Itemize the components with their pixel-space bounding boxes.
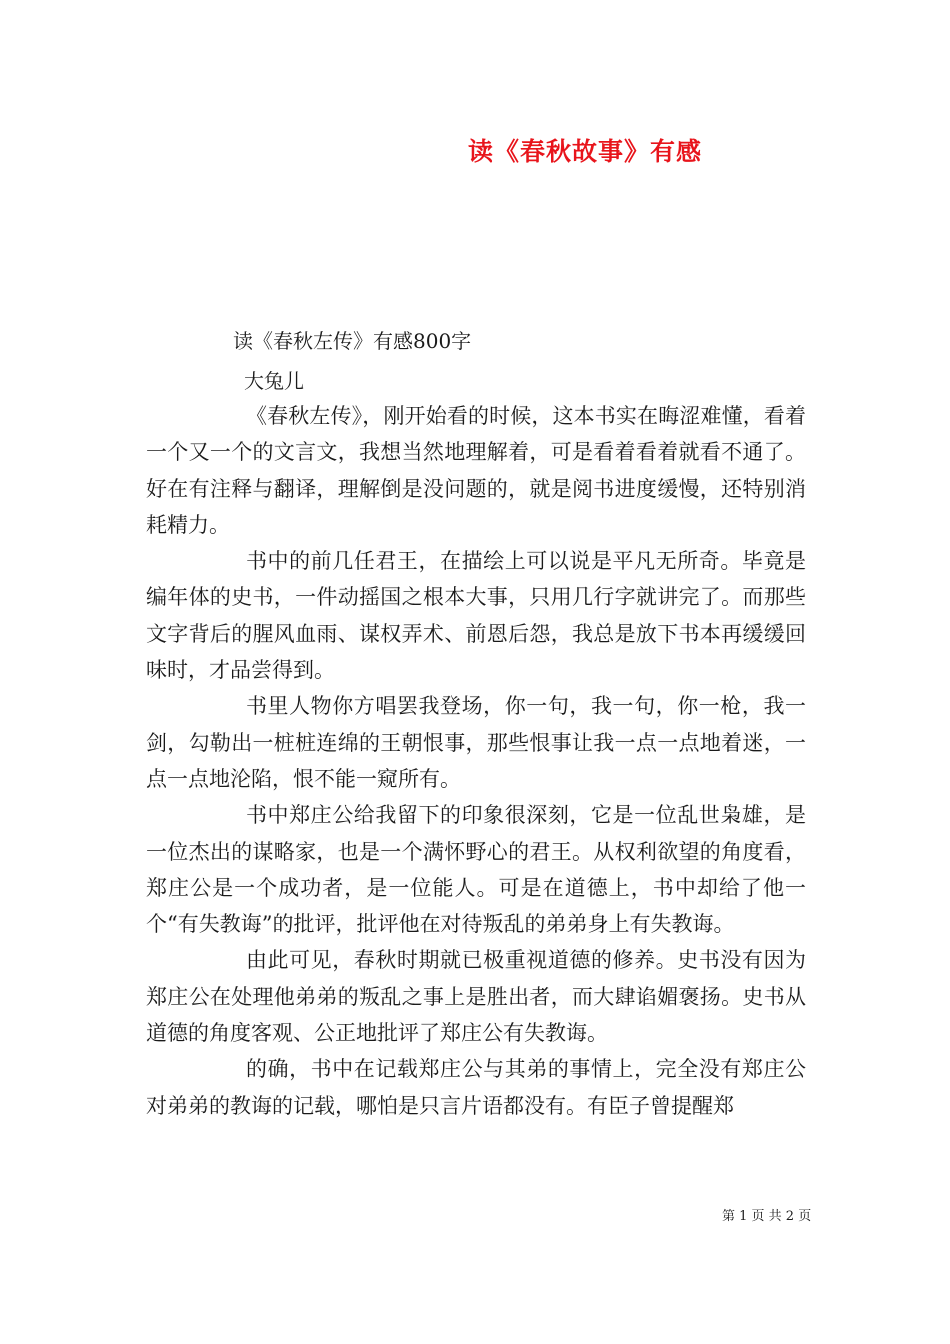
paragraph-5: 由此可见，春秋时期就已极重视道德的修养。史书没有因为郑庄公在处理他弟弟的叛乱之事上是胜出者，而大肆谄媚褒扬。史书从道德的角度客观、公正地批评了郑庄公有失教诲。 [146, 948, 806, 1046]
page-number-footer: 第 1 页 共 2 页 [722, 1209, 812, 1224]
paragraph-3: 书里人物你方唱罢我登场，你一句，我一句，你一枪，我一剑，勾勒出一桩桩连绵的王朝恨事，那些恨事让我一点一点地着迷，一点一点地沦陷，恨不能一窥所有。 [146, 694, 806, 791]
article-body [146, 398, 806, 1124]
article-author: 大兔儿 [244, 369, 304, 393]
paragraph-4: 书中郑庄公给我留下的印象很深刻，它是一位乱世枭雄，是一位杰出的谋略家，也是一个满怀野心的君王。从权利欲望的角度看，郑庄公是一个成功者，是一位能人。可是在道德上，书中却给了他一个“有失教诲”的批评，批评他在对待叛乱的弟弟身上有失教诲。 [146, 803, 806, 937]
document-title: 读《春秋故事》有感 [467, 137, 702, 166]
article-subtitle: 读《春秋左传》有感800字 [233, 329, 472, 353]
paragraph-2: 书中的前几任君王，在描绘上可以说是平凡无所奇。毕竟是编年体的史书，一件动摇国之根本大事，只用几行字就讲完了。而那些文字背后的腥风血雨、谋权弄术、前恩后怨，我总是放下书本再缓缓回味时，才品尝得到。 [146, 549, 806, 683]
paragraph-1: 《春秋左传》，刚开始看的时候，这本书实在晦涩难懂，看着一个又一个的文言文，我想当然地理解着，可是看着看着就看不通了。好在有注释与翻译，理解倒是没问题的，就是阅书进度缓慢，还特别消耗精力。 [146, 404, 806, 537]
paragraph-6: 的确，书中在记载郑庄公与其弟的事情上，完全没有郑庄公对弟弟的教诲的记载，哪怕是只言片语都没有。有臣子曾提醒郑 [146, 1057, 806, 1118]
